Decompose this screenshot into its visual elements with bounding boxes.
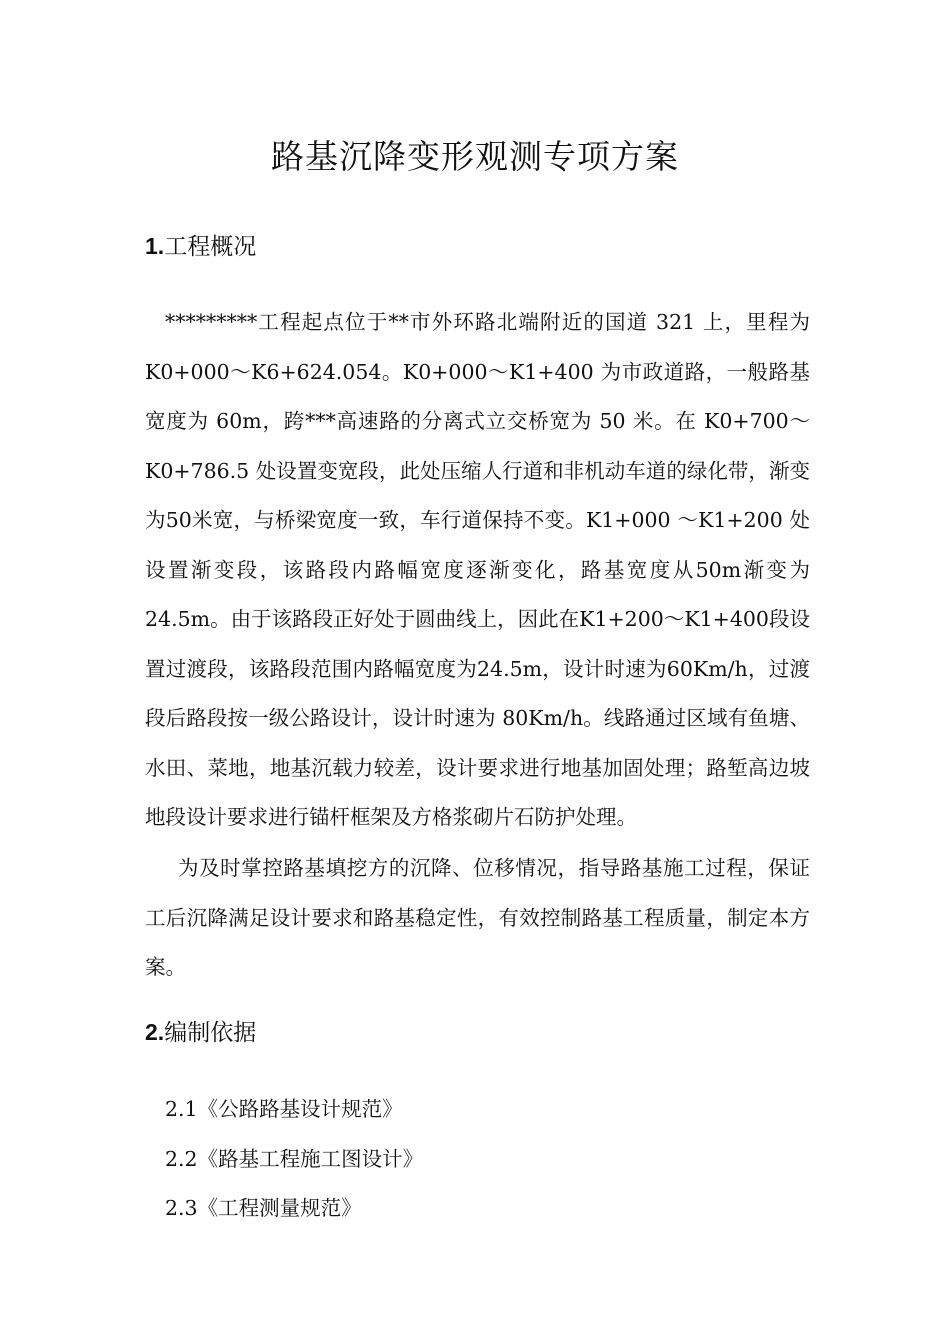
reference-item: 2.2《路基工程施工图设计》 (165, 1147, 424, 1171)
section-title: 工程概况 (164, 234, 257, 260)
document-title: 路基沉降变形观测专项方案 (271, 137, 679, 176)
section-number: 2. (145, 1019, 165, 1045)
section-title: 编制依据 (164, 1020, 257, 1046)
paragraph-project-description: *********工程起点位于**市外环路北端附近的国道 321 上，里程为 K0+000～K6+624.054。K0+000～K1+400 为市政道路，一般路基宽度为 60m，跨***高速路的分离式立交桥宽为 50 米。在 K0+700～K0+786.5 处设置变宽段，此处压缩人行道和非机动车道的绿化带，渐变为50米宽，与桥梁宽度一致，车行道保持不变。K1+000 ～K1+200 处设置渐变段，该路段内路幅宽度逐渐变化，路基宽度从50m渐变为24.5m。由于该路段正好处于圆曲线上，因此在K1+200～K1+400段设置过渡段，该路段范围内路幅宽度为24.5m，设计时速为60Km/h，过渡段后路段按一级公路设计，设计时速为 80Km/h。线路通过区域有鱼塘、水田、菜地，地基沉载力较差，设计要求进行地基加固处理；路堑高边坡地段设计要求进行锚杆框架及方格浆砌片石防护处理。 (145, 310, 810, 829)
reference-item: 2.3《工程测量规范》 (165, 1196, 362, 1220)
section-heading-basis (145, 1016, 256, 1049)
section-heading-project-overview (145, 230, 256, 263)
reference-item: 2.1《公路路基设计规范》 (165, 1097, 403, 1121)
section-number: 1. (145, 233, 165, 259)
paragraph-purpose: 为及时掌控路基填挖方的沉降、位移情况，指导路基施工过程，保证工后沉降满足设计要求和路基稳定性，有效控制路基工程质量，制定本方案。 (145, 856, 810, 979)
